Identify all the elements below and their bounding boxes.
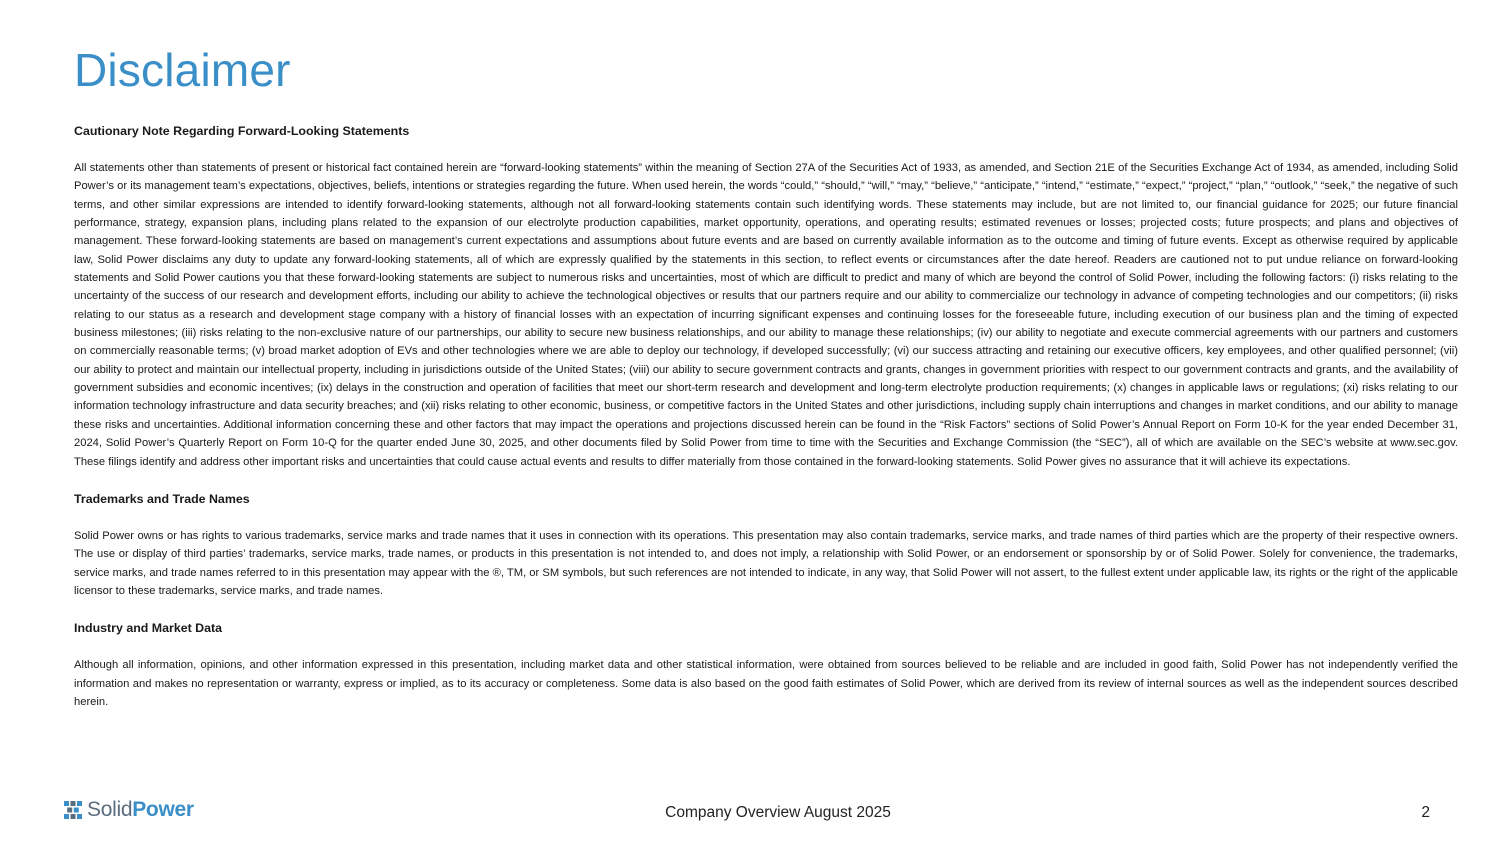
page-title: Disclaimer bbox=[74, 44, 291, 96]
section-body-forward-looking: All statements other than statements of present or historical fact contained herein are “forward-looking statements” within the meaning of Section 27A of the Securities Act of 1933, as amended, and Section 21E of the Securities Exchange Act of 1934, as amended, including Solid Power’s or its management team’s expectations, objectives, beliefs, intentions or strategies regarding the future. When used herein, the words “could,” “should,” “will,” “may,” “believe,” “anticipate,” “intend,” “estimate,” “expect,” “project,” “plan,” “outlook,” “seek,” the negative of such terms, and other similar expressions are intended to identify forward-looking statements, although not all forward-looking statements contain such identifying words. These statements may include, but are not limited to, our financial guidance for 2025; our future financial performance, strategy, expansion plans, including plans related to the expansion of our electrolyte production capabilities, market opportunity, operations, and operating results; estimated revenues or losses; projected costs; future prospects; and plans and objectives of management. These forward-looking statements are based on management’s current expectations and assumptions about future events and are based on currently available information as to the outcome and timing of future events. Except as otherwise required by applicable law, Solid Power disclaims any duty to update any forward-looking statements, all of which are expressly qualified by the statements in this section, to reflect events or circumstances after the date hereof. Readers are cautioned not to put undue reliance on forward-looking statements and Solid Power cautions you that these forward-looking statements are subject to numerous risks and uncertainties, most of which are difficult to predict and many of which are beyond the control of Solid Power, including the following factors: (i) risks relating to the uncertainty of the success of our research and development efforts, including our ability to achieve the technological objectives or results that our partners require and our ability to commercialize our technology in advance of competing technologies and our competitors; (ii) risks relating to our status as a research and development stage company with a history of financial losses with an expectation of incurring significant expenses and continuing losses for the foreseeable future, including execution of our business plan and the timing of expected business milestones; (iii) risks relating to the non-exclusive nature of our partnerships, our ability to secure new business relationships, and our ability to manage these relationships; (iv) our ability to negotiate and execute commercial agreements with our partners and customers on commercially reasonable terms; (v) broad market adoption of EVs and other technologies where we are able to deploy our technology, if developed successfully; (vi) our success attracting and retaining our executive officers, key employees, and other qualified personnel; (vii) our ability to protect and maintain our intellectual property, including in jurisdictions outside of the United States; (viii) our ability to secure government contracts and grants, changes in government priorities with respect to our government contracts and grants, and the availability of government subsidies and economic incentives; (ix) delays in the construction and operation of facilities that meet our short-term research and development and long-term electrolyte production requirements; (x) changes in applicable laws or regulations; (xi) risks relating to our information technology infrastructure and data security breaches; and (xii) risks relating to other economic, business, or competitive factors in the United States and other jurisdictions, including supply chain interruptions and changes in market conditions, and our ability to manage these risks and uncertainties. Additional information concerning these and other factors that may impact the operations and projections discussed herein can be found in the “Risk Factors” sections of Solid Power’s Annual Report on Form 10-K for the year ended December 31, 2024, Solid Power’s Quarterly Report on Form 10-Q for the quarter ended June 30, 2025, and other documents filed by Solid Power from time to time with the Securities and Exchange Commission (the “SEC”), all of which are available on the SEC’s website at www.sec.gov. These filings identify and address other important risks and uncertainties that could cause actual events and results to differ materially from those contained in the forward-looking statements. Solid Power gives no assurance that it will achieve its expectations. bbox=[74, 162, 1458, 468]
page-number: 2 bbox=[1421, 804, 1430, 821]
section-heading-forward-looking: Cautionary Note Regarding Forward-Looking Statements bbox=[74, 124, 410, 138]
section-body-trademarks: Solid Power owns or has rights to various trademarks, service marks and trade names that it uses in connection with its operations. This presentation may also contain trademarks, service marks, and trade names of third parties which are the property of their respective owners. The use or display of third parties’ trademarks, service marks, trade names, or products in this presentation is not intended to, and does not imply, a relationship with Solid Power, or an endorsement or sponsorship by or of Solid Power. Solely for convenience, the trademarks, service marks, and trade names referred to in this presentation may appear with the ®, TM, or SM symbols, but such references are not intended to indicate, in any way, that Solid Power will not assert, to the fullest extent under applicable law, its rights or the right of the applicable licensor to these trademarks, service marks, and trade names. bbox=[74, 529, 1458, 597]
section-heading-market-data: Industry and Market Data bbox=[74, 621, 223, 636]
section-body-market-data: Although all information, opinions, and other information expressed in this presentation, including market data and other statistical information, were obtained from sources believed to be reliable and are included in good faith, Solid Power has not independently verified the information and makes no representation or warranty, express or implied, as to its accuracy or completeness. Some data is also based on the good faith estimates of Solid Power, which are derived from its review of internal sources as well as the independent sources described herein. bbox=[74, 659, 1458, 708]
section-heading-trademarks: Trademarks and Trade Names bbox=[74, 491, 250, 506]
footer-caption: Company Overview August 2025 bbox=[665, 804, 891, 821]
logo-text-solid: Solid bbox=[87, 798, 133, 821]
logo-text-power: Power bbox=[132, 798, 194, 821]
disclaimer-content bbox=[74, 120, 1458, 711]
